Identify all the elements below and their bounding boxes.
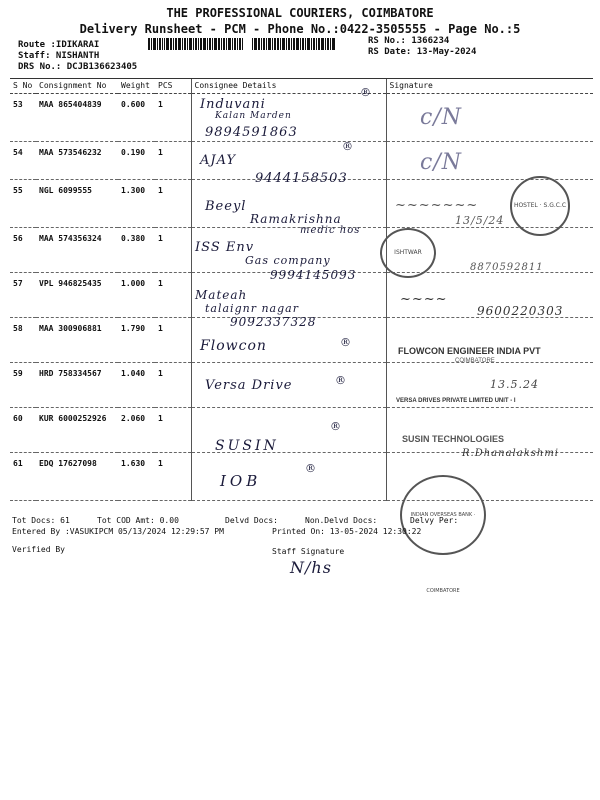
consignment-cell: MAA 574356324 [36,228,118,273]
ishtwar-stamp-icon: ISHTWAR [380,228,436,278]
flowcon-stamp-city: COIMBATORE [455,358,495,364]
handwritten-consignee: ISS Env [195,240,255,255]
total-cod: Tot COD Amt: 0.00 [97,516,179,525]
weight-cell: 1.630 [118,453,155,501]
signature-date: 13/5/24 [455,214,505,227]
col-header-pcs: PCS [155,79,191,94]
signature-cn: c/N [420,150,462,175]
weight-cell: 1.000 [118,273,155,318]
runsheet-subtitle: Delivery Runsheet - PCM - Phone No.:0422-3505555 - Page No.:5 [79,22,521,36]
table-row [10,94,593,142]
sno-cell: 58 [10,318,36,363]
delivery-percent: Delvy Per: [410,516,459,525]
sno-cell: 55 [10,180,36,228]
handwritten-consignee: medic hos [300,225,361,236]
route-label: Route :IDIKARAI [18,40,100,50]
sno-cell: 60 [10,408,36,453]
rs-number: RS No.: 1366234 [368,36,450,46]
received-mark-icon: ® [335,374,347,387]
susin-stamp: SUSIN TECHNOLOGIES [402,434,505,444]
staff-signature-label: Staff Signature [272,547,345,556]
rs-date: RS Date: 13-May-2024 [368,47,477,57]
verified-by: Verified By [12,545,65,554]
pcs-cell: 1 [155,180,191,228]
consignment-cell: EDQ 17627098 [36,453,118,501]
handwritten-consignee: Versa Drive [205,378,293,393]
handwritten-phone: 9092337328 [230,315,317,329]
col-header-consignee: Consignee Details [191,79,386,94]
weight-cell: 0.380 [118,228,155,273]
handwritten-consignee: IOB [220,472,262,490]
drs-label: DRS No.: DCJB136623405 [18,62,138,72]
handwritten-consignee: Kalan Marden [215,111,292,121]
pcs-cell: 1 [155,318,191,363]
handwritten-consignee: AJAY [200,153,237,168]
received-mark-icon: ® [340,336,352,349]
handwritten-phone: 9444158503 [255,171,348,186]
pcs-cell: 1 [155,94,191,142]
col-header-signature: Signature [386,79,593,94]
sno-cell: 57 [10,273,36,318]
printed-on: Printed On: 13-05-2024 12:30:22 [272,527,422,536]
handwritten-consignee: Ramakrishna [250,212,342,226]
entered-by: Entered By :VASUKIPCM 05/13/2024 12:29:57 PM [12,527,224,536]
company-title: THE PROFESSIONAL COURIERS, COIMBATORE [166,6,434,20]
sno-cell: 61 [10,453,36,501]
handwritten-consignee: Gas company [245,254,331,267]
weight-cell: 1.790 [118,318,155,363]
pcs-cell: 1 [155,228,191,273]
pcs-cell: 1 [155,453,191,501]
consignment-cell: VPL 946825435 [36,273,118,318]
consignment-cell: MAA 300906881 [36,318,118,363]
table-row [10,408,593,453]
pcs-cell: 1 [155,273,191,318]
consignment-cell: NGL 6099555 [36,180,118,228]
signature-name: R.Dhanalakshmi [462,448,560,459]
flowcon-stamp: FLOWCON ENGINEER INDIA PVT [398,346,541,356]
weight-cell: 1.300 [118,180,155,228]
weight-cell: 2.060 [118,408,155,453]
signature-phone: 9600220303 [477,304,564,318]
sno-cell: 56 [10,228,36,273]
signature-phone: 8870592811 [470,262,544,273]
weight-cell: 1.040 [118,363,155,408]
handwritten-consignee: Mateah [195,288,248,302]
barcode-1 [148,38,244,50]
non-delivered-docs: Non.Delvd Docs: [305,516,378,525]
handwritten-consignee: talaignr nagar [205,302,299,315]
received-mark-icon: ® [342,140,354,153]
pcs-cell: 1 [155,363,191,408]
handwritten-consignee: Induvani [200,97,266,112]
total-docs: Tot Docs: 61 [12,516,70,525]
handwritten-consignee: Beeyl [205,199,247,214]
delivered-docs: Delvd Docs: [225,516,278,525]
col-header-sno: S No [10,79,36,94]
col-header-consignment: Consignment No [36,79,118,94]
signature-scribble: ~~~~~~~ [395,198,479,213]
versa-stamp: VERSA DRIVES PRIVATE LIMITED UNIT - I [396,398,516,404]
consignment-cell: HRD 758334567 [36,363,118,408]
consignment-cell: KUR 6000252926 [36,408,118,453]
sno-cell: 54 [10,142,36,180]
pcs-cell: 1 [155,408,191,453]
bank-stamp-icon: INDIAN OVERSEAS BANK · COIMBATORE [400,475,486,555]
received-mark-icon: ® [360,86,372,99]
signature-date: 13.5.24 [490,378,539,391]
handwritten-consignee: SUSIN [215,438,279,454]
weight-cell: 0.190 [118,142,155,180]
handwritten-consignee: Flowcon [200,338,267,354]
handwritten-phone: 9994145093 [270,268,357,282]
col-header-weight: Weight [118,79,155,94]
signature-scribble: ~~~~ [400,292,448,307]
sno-cell: 59 [10,363,36,408]
signature-cn: c/N [420,105,462,130]
staff-signature-scribble: N/hs [290,558,332,577]
consignment-cell: MAA 865404839 [36,94,118,142]
table-row [10,453,593,501]
weight-cell: 0.600 [118,94,155,142]
runsheet-table [10,78,593,501]
pcs-cell: 1 [155,142,191,180]
hostel-stamp-icon: HOSTEL · S.G.C.C [510,176,570,236]
staff-label: Staff: NISHANTH [18,51,100,61]
barcode-2 [252,38,336,50]
sno-cell: 53 [10,94,36,142]
received-mark-icon: ® [305,462,317,475]
received-mark-icon: ® [330,420,342,433]
handwritten-phone: 9894591863 [205,125,298,140]
consignment-cell: MAA 573546232 [36,142,118,180]
